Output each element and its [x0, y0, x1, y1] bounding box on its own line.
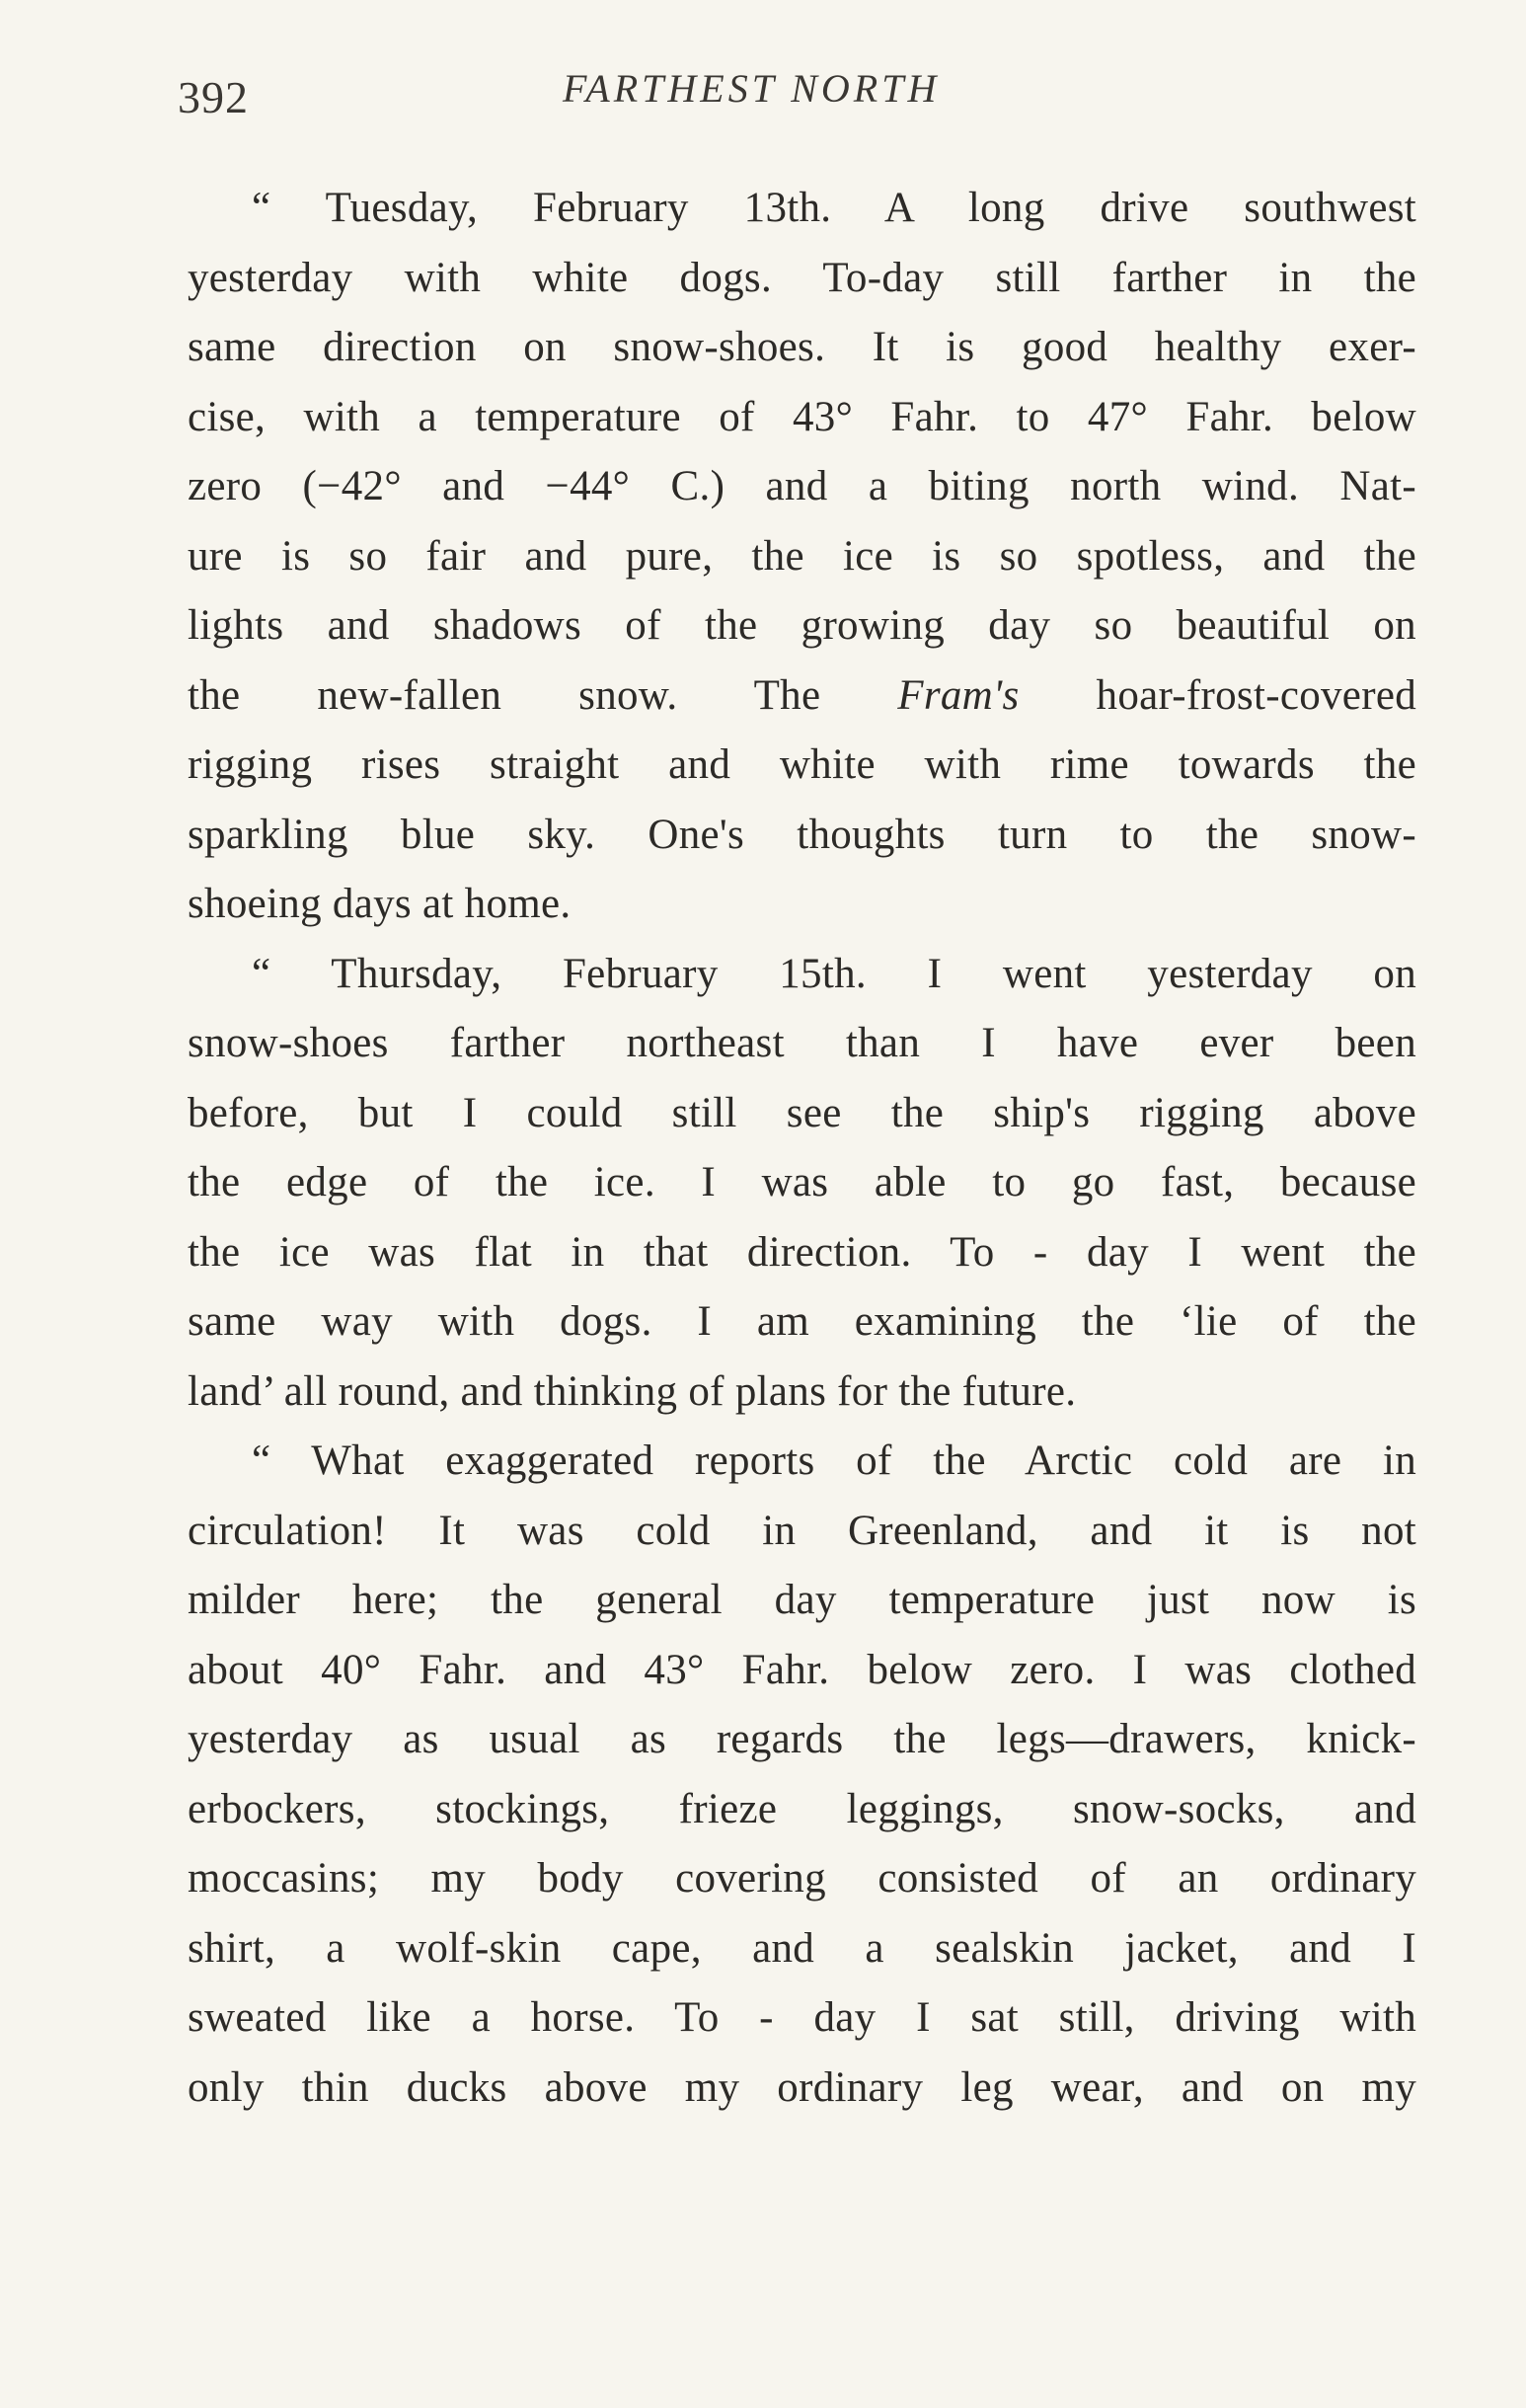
text-line: shirt, a wolf-skin cape, and a sealskin jacket, and I	[188, 1924, 1416, 1972]
text-line: before, but I could still see the ship's rigging above	[188, 1089, 1416, 1136]
text-line: shoeing days at home.	[188, 881, 572, 927]
text-line: rigging rises straight and white with rime towards the	[188, 741, 1416, 788]
text-line: the new-fallen snow. The Fram's hoar-frost-covered	[188, 671, 1416, 719]
body-text	[188, 174, 1416, 2123]
text-line: sweated like a horse. To - day I sat still, driving with	[188, 1994, 1416, 2041]
text-line: circulation! It was cold in Greenland, and it is not	[188, 1507, 1416, 1554]
ship-name: Fram's	[897, 671, 1020, 719]
text-line: “ Tuesday, February 13th. A long drive southwest	[252, 185, 1416, 231]
text-line: lights and shadows of the growing day so beautiful on	[188, 602, 1416, 649]
text-line: land’ all round, and thinking of plans for the future.	[188, 1367, 1077, 1415]
page-header	[178, 61, 1421, 130]
text-line: moccasins; my body covering consisted of an ordinary	[188, 1855, 1416, 1902]
text-line: same direction on snow-shoes. It is good healthy exer-	[188, 324, 1416, 370]
text-line: “ What exaggerated reports of the Arctic cold are in	[252, 1437, 1416, 1484]
text-line: ure is so fair and pure, the ice is so spotless, and the	[188, 532, 1416, 580]
text-line: “ Thursday, February 15th. I went yesterday on	[252, 950, 1416, 997]
text-line: snow-shoes farther northeast than I have ever been	[188, 1020, 1416, 1066]
text-line: sparkling blue sky. One's thoughts turn to the snow-	[188, 811, 1416, 858]
text-line: the ice was flat in that direction. To - day I went the	[188, 1228, 1416, 1276]
text-line: cise, with a temperature of 43° Fahr. to 47° Fahr. below	[188, 393, 1416, 440]
page-number: 392	[178, 72, 249, 122]
text-line: yesterday as usual as regards the legs—drawers, knick-	[188, 1716, 1416, 1762]
running-title: FARTHEST NORTH	[563, 66, 941, 111]
text-line: erbockers, stockings, frieze leggings, snow-socks, and	[188, 1785, 1416, 1832]
text-line: zero (−42° and −44° C.) and a biting north wind. Nat-	[188, 463, 1416, 509]
text-line: the edge of the ice. I was able to go fast, because	[188, 1159, 1416, 1205]
text-line: yesterday with white dogs. To-day still farther in the	[188, 254, 1416, 301]
text-line: milder here; the general day temperature just now is	[188, 1577, 1416, 1623]
text-line: same way with dogs. I am examining the ‘lie of the	[188, 1298, 1416, 1345]
text-line: only thin ducks above my ordinary leg wear, and on my	[188, 2063, 1416, 2111]
text-line: about 40° Fahr. and 43° Fahr. below zero. I was clothed	[188, 1646, 1416, 1693]
